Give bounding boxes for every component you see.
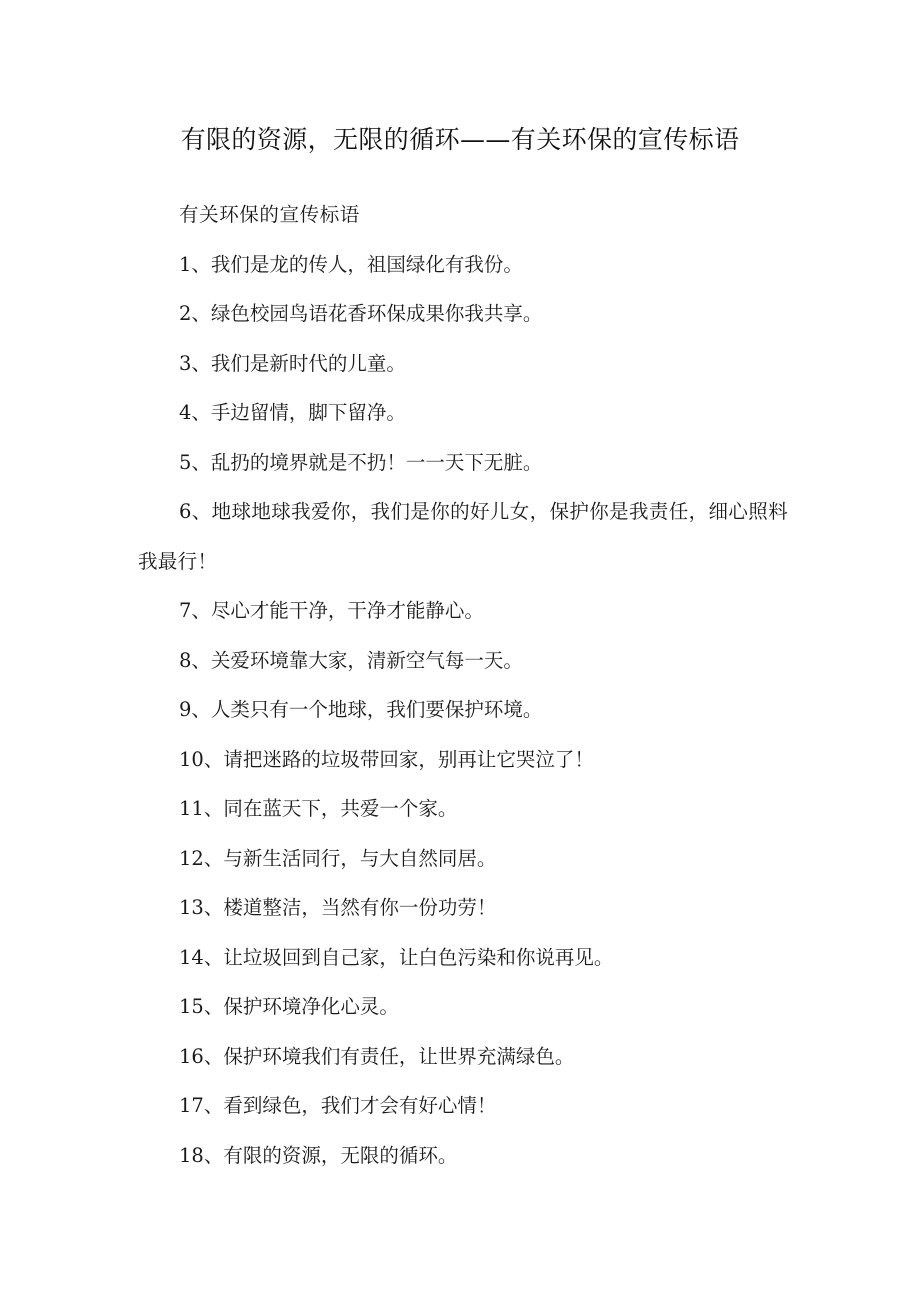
- slogan-item: 4、手边留情，脚下留净。: [179, 401, 406, 424]
- slogan-item: 18、有限的资源，无限的循环。: [179, 1143, 458, 1167]
- slogan-item: 12、与新生活同行，与大自然同居。: [179, 846, 497, 870]
- slogan-item: 9、人类只有一个地球，我们要保护环境。: [179, 698, 543, 721]
- slogan-item: 5、乱扔的境界就是不扔！一一天下无脏。: [179, 450, 543, 474]
- slogan-item: 11、同在蓝天下，共爱一个家。: [179, 797, 458, 820]
- slogan-item: 15、保护环境净化心灵。: [179, 995, 399, 1018]
- slogan-item: 2、绿色校园鸟语花香环保成果你我共享。: [179, 302, 543, 325]
- slogan-item: 13、楼道整洁，当然有你一份功劳！: [179, 896, 497, 919]
- slogan-item: 14、让垃圾回到自己家，让白色污染和你说再见。: [179, 945, 614, 969]
- slogan-item: 17、看到绿色，我们才会有好心情！: [179, 1094, 497, 1117]
- slogan-item: 1、我们是龙的传人，祖国绿化有我份。: [179, 252, 523, 276]
- document-body: [138, 190, 788, 1180]
- slogan-item: 16、保护环境我们有责任，让世界充满绿色。: [179, 1044, 575, 1068]
- slogan-item: 6、地球地球我爱你，我们是你的好儿女，保护你是我责任，细心照料我最行！: [138, 500, 788, 573]
- section-subtitle: 有关环保的宣传标语: [179, 203, 360, 226]
- slogan-item: 7、尽心才能干净，干净才能静心。: [179, 599, 484, 622]
- slogan-item: 3、我们是新时代的儿童。: [179, 351, 406, 375]
- slogan-item: 10、请把迷路的垃圾带回家，别再让它哭泣了！: [179, 747, 594, 771]
- slogan-item: 8、关爱环境靠大家，清新空气每一天。: [179, 648, 523, 672]
- document-title: 有限的资源，无限的循环——有关环保的宣传标语: [180, 125, 740, 154]
